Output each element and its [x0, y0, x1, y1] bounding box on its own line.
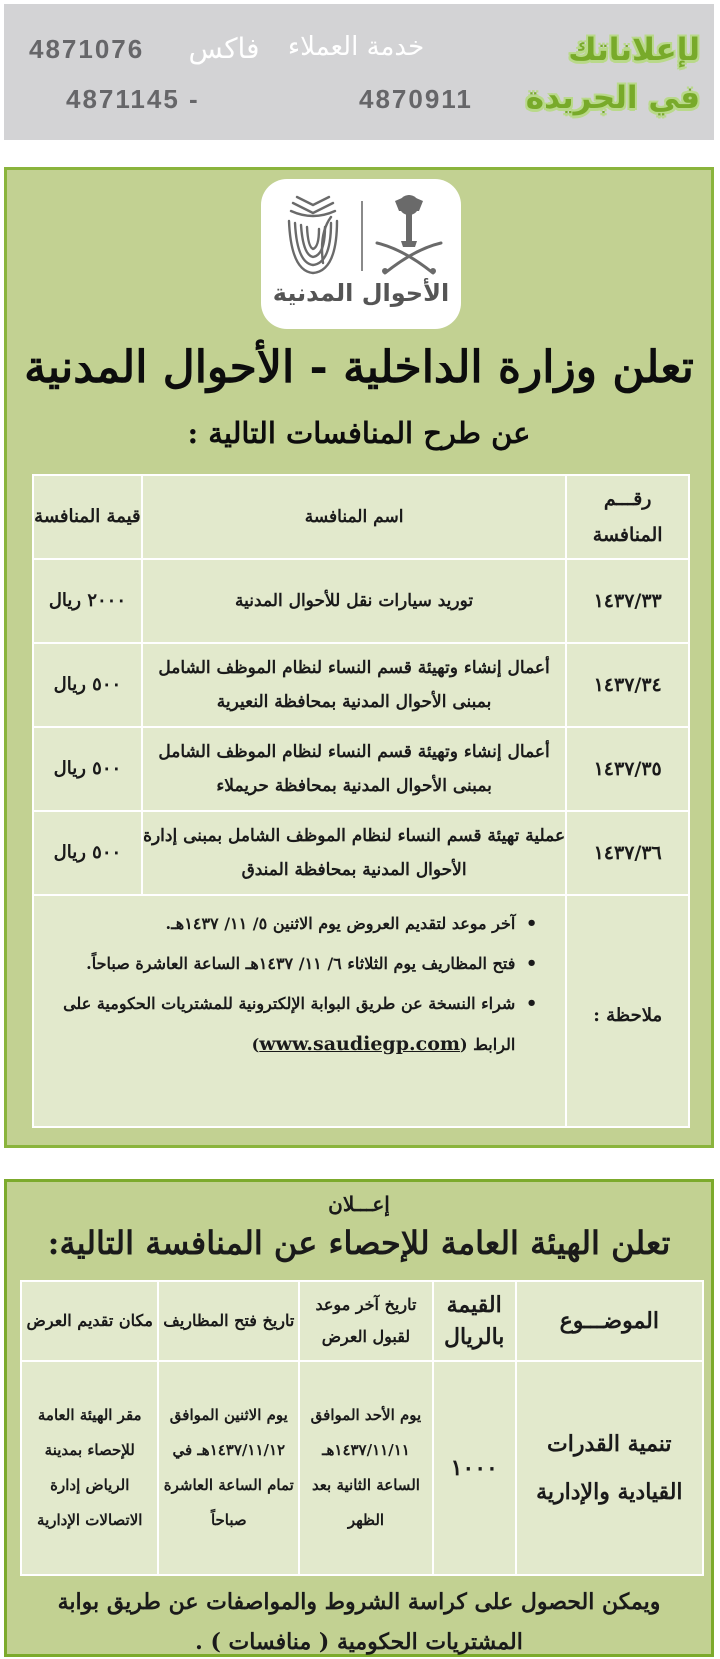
- fingerprint-icon: [283, 193, 343, 277]
- header-subject: الموضـــوع: [516, 1281, 703, 1361]
- notes-list: [44, 904, 537, 1065]
- customer-service-number: 4870911: [359, 84, 473, 114]
- ad2-title: تعلن الهيئة العامة للإحصاء عن المنافسة التالية:: [47, 1224, 671, 1262]
- note-item: • آخر موعد لتقديم العروض يوم الاثنين ٥/ ١١/ ١٤٣٧هـ.: [44, 904, 537, 944]
- tender-name: أعمال إنشاء وتهيئة قسم النساء لنظام الموظف الشامل بمبنى الأحوال المدنية بمحافظة النعيرية: [142, 643, 567, 727]
- tenders-table: [32, 474, 690, 1128]
- civil-affairs-logo: [261, 179, 461, 329]
- tender-number: ١٤٣٧/٣٣: [566, 559, 689, 643]
- header-tender-value: قيمة المنافسة: [33, 475, 142, 559]
- tender-value: ٢٠٠٠ ريال: [33, 559, 142, 643]
- tender-opening-date: يوم الاثنين الموافق ١٤٣٧/١١/١٢هـ في تمام الساعة العاشرة صباحاً: [158, 1361, 299, 1575]
- tender-number: ١٤٣٧/٣٤: [566, 643, 689, 727]
- tender-submission-place: مقر الهيئة العامة للإحصاء بمدينة الرياض إدارة الاتصالات الإدارية: [21, 1361, 158, 1575]
- notes-row: [33, 895, 689, 1127]
- tender-subject: تنمية القدرات القيادية والإدارية: [516, 1361, 703, 1575]
- table-header-row: [33, 475, 689, 559]
- tender-number: ١٤٣٧/٣٦: [566, 811, 689, 895]
- logo-text: الأحوال المدنية: [272, 279, 450, 307]
- ad2-heading: إعـــلان: [328, 1192, 390, 1216]
- newspaper-ad-header: [4, 4, 714, 140]
- logo-divider: [361, 201, 363, 271]
- header-opening-date: تاريخ فتح المظاريف: [158, 1281, 299, 1361]
- tender-value: ٥٠٠ ريال: [33, 727, 142, 811]
- civil-affairs-tender-ad: [4, 167, 714, 1148]
- palm-swords-emblem-icon: [373, 191, 445, 277]
- header-tender-name: اسم المنافسة: [142, 475, 567, 559]
- statistics-authority-tender-ad: [4, 1179, 714, 1657]
- brand-slogan: [510, 26, 700, 122]
- procurement-portal-link[interactable]: www.saudiegp.com: [259, 1033, 460, 1055]
- table-row: [33, 643, 689, 727]
- header-tender-number: رقـــم المنافسة: [566, 475, 689, 559]
- tender-number: ١٤٣٧/٣٥: [566, 727, 689, 811]
- note-text: شراء النسخة عن طريق البوابة الإلكترونية للمشتريات الحكومية على الرابط: [63, 994, 516, 1054]
- tender-value: ٥٠٠ ريال: [33, 643, 142, 727]
- table-row: [33, 811, 689, 895]
- note-item: • شراء النسخة عن طريق البوابة الإلكترونية للمشتريات الحكومية على الرابط (www.saudiegp.com): [44, 984, 537, 1065]
- header-amount: القيمة بالريال: [433, 1281, 516, 1361]
- table-row: [21, 1361, 703, 1575]
- table-row: [33, 559, 689, 643]
- header-submission-place: مكان تقديم العرض: [21, 1281, 158, 1361]
- table-row: [33, 727, 689, 811]
- brand-line-1: لإعلاناتك: [568, 32, 700, 68]
- fax-number-1: 4871076: [29, 34, 145, 64]
- tender-value: ٥٠٠ ريال: [33, 811, 142, 895]
- fax-label: فاكس: [188, 32, 260, 65]
- brand-line-2: في الجريدة: [525, 80, 700, 116]
- ad1-subtitle: عن طرح المنافسات التالية :: [187, 416, 531, 450]
- table-header-row: [21, 1281, 703, 1361]
- tender-deadline: يوم الأحد الموافق ١٤٣٧/١١/١١هـ الساعة الثانية بعد الظهر: [299, 1361, 433, 1575]
- fax-number-2: 4871145 -: [66, 84, 200, 114]
- tender-name: عملية تهيئة قسم النساء لنظام الموظف الشامل بمبنى إدارة الأحوال المدنية بمحافظة المندق: [142, 811, 567, 895]
- note-item: • فتح المظاريف يوم الثلاثاء ٦/ ١١/ ١٤٣٧هـ الساعة العاشرة صباحاً.: [44, 944, 537, 984]
- statistics-tender-table: [20, 1280, 704, 1576]
- customer-service-label: خدمة العملاء: [287, 32, 425, 62]
- tender-amount: ١٠٠٠: [433, 1361, 516, 1575]
- ad1-title: تعلن وزارة الداخلية - الأحوال المدنية: [24, 342, 694, 393]
- header-deadline: تاريخ آخر موعد لقبول العرض: [299, 1281, 433, 1361]
- notes-label: ملاحظة :: [566, 895, 689, 1127]
- ad2-footer-note: ويمكن الحصول على كراسة الشروط والمواصفات عن طريق بوابة المشتريات الحكومية ( منافسات ) .: [57, 1589, 661, 1655]
- tender-name: أعمال إنشاء وتهيئة قسم النساء لنظام الموظف الشامل بمبنى الأحوال المدنية بمحافظة حريملاء: [142, 727, 567, 811]
- notes-list-cell: [33, 895, 566, 1127]
- tender-name: توريد سيارات نقل للأحوال المدنية: [142, 559, 567, 643]
